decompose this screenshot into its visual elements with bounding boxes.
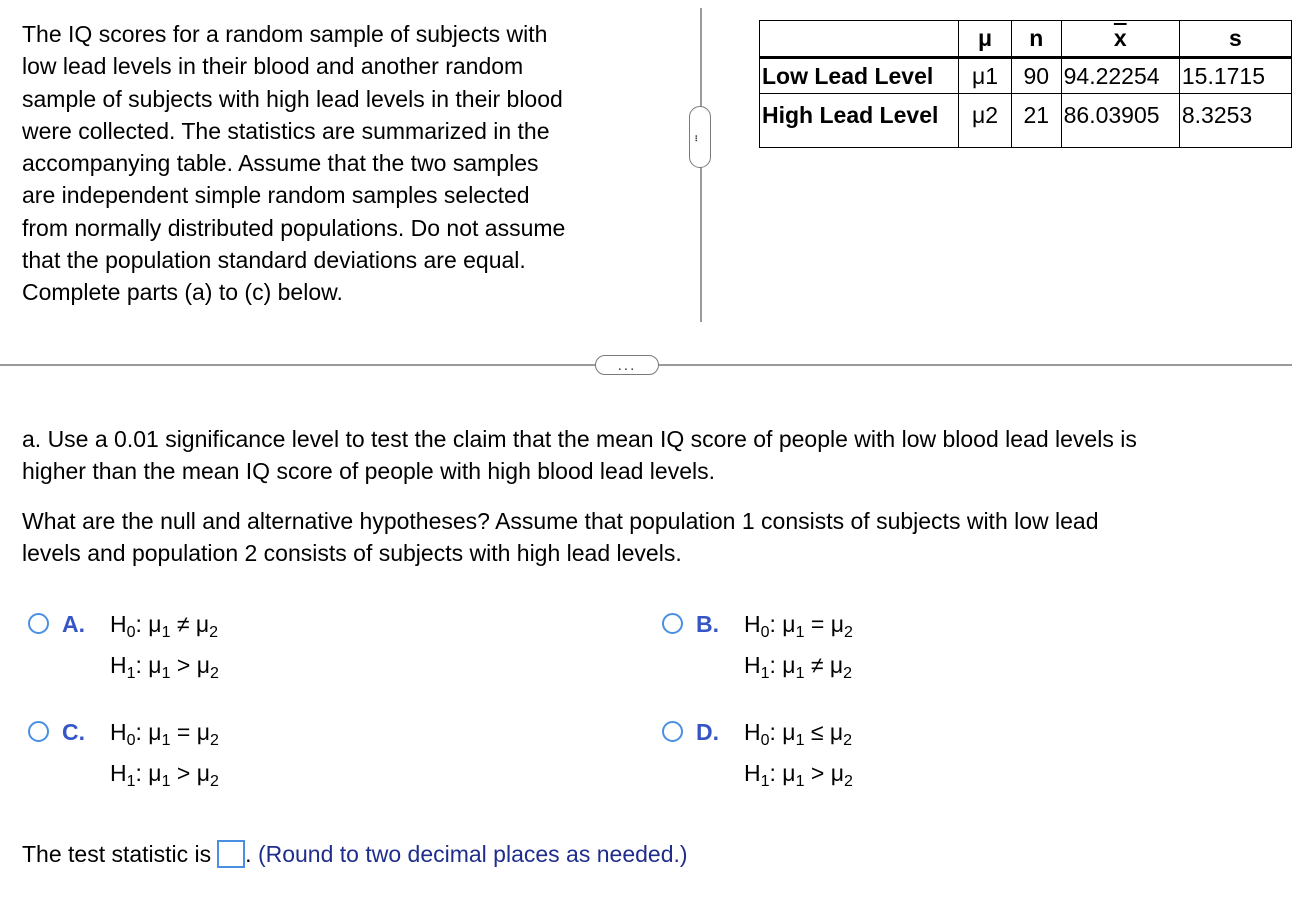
cell-mean: 94.22254	[1061, 58, 1179, 94]
row-label-low-lead: Low Lead Level	[760, 58, 959, 94]
problem-line: from normally distributed populations. Do not assume	[22, 214, 566, 241]
cell-sd: 15.1715	[1179, 58, 1291, 94]
question-line: What are the null and alternative hypotheses? Assume that population 1 consists of subjects with low lead	[22, 508, 1099, 534]
option-letter: A.	[62, 611, 85, 637]
alternative-hypothesis: $H_1$: $\mu_1 > \mu_2$	[110, 760, 219, 790]
ellipsis-icon: ...	[617, 356, 637, 374]
part-a-prompt	[22, 423, 1287, 488]
problem-line: Complete parts (a) to (c) below.	[22, 279, 343, 306]
cell-mean: 86.03905	[1061, 94, 1179, 148]
alternative-hypothesis: $H_1$: $\mu_1 > \mu_2$	[110, 652, 219, 682]
test-statistic-input[interactable]	[217, 840, 245, 868]
rounding-hint: (Round to two decimal places as needed.)	[257, 841, 688, 867]
header-cell-xbar: $\overline{x}$	[1061, 21, 1179, 58]
option-hypotheses	[110, 712, 219, 794]
null-hypothesis: $H_0$: $\mu_1 = \mu_2$	[744, 611, 853, 641]
cell-sd: 8.3253	[1179, 94, 1291, 148]
vertical-resize-handle[interactable]	[689, 106, 711, 168]
test-statistic-row	[22, 838, 688, 870]
cell-mu: μ2	[959, 94, 1012, 148]
header-cell-empty	[760, 21, 959, 58]
cell-mu: μ1	[959, 58, 1012, 94]
null-hypothesis: $H_0$: $\mu_1 \le \mu_2$	[744, 719, 853, 749]
ellipsis-icon: ...	[691, 133, 709, 141]
problem-line: accompanying table. Assume that the two samples	[22, 150, 539, 177]
option-c[interactable]	[28, 712, 328, 796]
problem-line: were collected. The statistics are summarized in the	[22, 117, 550, 144]
problem-statement	[22, 18, 662, 309]
problem-line: The IQ scores for a random sample of subjects with	[22, 21, 548, 47]
row-label-high-lead: High Lead Level	[760, 94, 959, 148]
header-cell-mu: μ	[959, 21, 1012, 58]
table-row	[760, 94, 1292, 148]
option-letter: B.	[696, 611, 719, 637]
option-letter: C.	[62, 719, 85, 745]
option-hypotheses	[744, 604, 853, 686]
summary-statistics-table	[759, 20, 1292, 148]
alternative-hypothesis: $H_1$: $\mu_1 \ne \mu_2$	[744, 652, 853, 682]
question-line: levels and population 2 consists of subjects with high lead levels.	[22, 540, 682, 567]
test-statistic-label: The test statistic is	[22, 841, 212, 867]
option-hypotheses	[110, 604, 219, 686]
test-statistic-period: .	[245, 841, 252, 867]
problem-line: that the population standard deviations are equal.	[22, 247, 526, 274]
table-row	[760, 58, 1292, 94]
cell-n: 21	[1011, 94, 1061, 148]
null-hypothesis: $H_0$: $\mu_1 = \mu_2$	[110, 719, 219, 749]
problem-line: sample of subjects with high lead levels in their blood	[22, 85, 563, 112]
header-cell-s: s	[1179, 21, 1291, 58]
cell-n: 90	[1011, 58, 1061, 94]
alternative-hypothesis: $H_1$: $\mu_1 > \mu_2$	[744, 760, 853, 790]
option-d[interactable]	[662, 712, 962, 796]
radio-button[interactable]	[662, 613, 683, 634]
problem-line: low lead levels in their blood and another random	[22, 53, 524, 80]
option-a[interactable]	[28, 604, 328, 688]
option-letter: D.	[696, 719, 719, 745]
hypotheses-question	[22, 505, 1287, 570]
null-hypothesis: $H_0$: $\mu_1 \ne \mu_2$	[110, 611, 219, 641]
problem-line: are independent simple random samples selected	[22, 182, 530, 209]
table-header-row	[760, 21, 1292, 58]
option-hypotheses	[744, 712, 853, 794]
header-cell-n: n	[1011, 21, 1061, 58]
option-b[interactable]	[662, 604, 962, 688]
radio-button[interactable]	[28, 613, 49, 634]
radio-button[interactable]	[662, 721, 683, 742]
part-a-line: a. Use a 0.01 significance level to test the claim that the mean IQ score of people with low blood lead levels is	[22, 426, 1137, 452]
radio-button[interactable]	[28, 721, 49, 742]
part-a-line: higher than the mean IQ score of people with high blood lead levels.	[22, 458, 715, 485]
horizontal-resize-handle[interactable]	[595, 355, 659, 375]
